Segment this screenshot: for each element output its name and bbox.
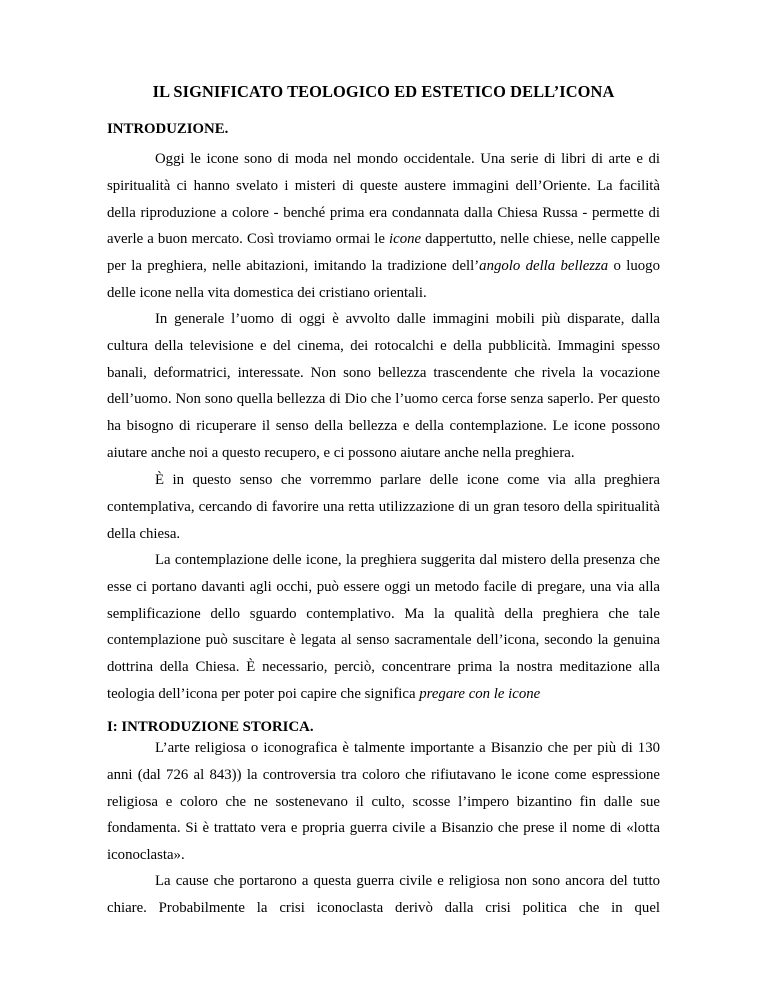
paragraph-2: In generale l’uomo di oggi è avvolto dalle immagini mobili più disparate, dalla cultura della televisione e del cinema, dei rotocalchi e della pubblicità. Immagini spesso banali, deformatrici, interessate. Non sono bellezza trascendente che rivela la vocazione dell’uomo. Non sono quella bellezza di Dio che l’uomo cerca forse senza saperlo. Per questo ha bisogno di ricuperare il senso della bellezza e della contemplazione. Le icone possono aiutare anche noi a questo recupero, e ci possono aiutare anche nella preghiera. (107, 311, 660, 461)
paragraph-3: È in questo senso che vorremmo parlare delle icone come via alla preghiera contemplativa, cercando di favorire una retta utilizzazione di un gran tesoro della spiritualità della chiesa. (107, 472, 660, 542)
section-heading-introduzione-storica: I: INTRODUZIONE STORICA. (107, 719, 314, 735)
paragraph-1 (107, 146, 660, 307)
paragraph-6: La cause che portarono a questa guerra civile e religiosa non sono ancora del tutto chiare. Probabilmente la crisi iconoclasta derivò dalla crisi politica che in quel (107, 873, 660, 916)
paragraph-4-emphasis-pregare: pregare con le icone (419, 685, 541, 702)
paragraph-5: L’arte religiosa o iconografica è talmente importante a Bisanzio che per più di 130 anni (dal 726 al 843)) la controversia tra coloro che rifiutavano le icone come espressione religiosa e coloro che ne sostenevano il culto, scosse l’impero bizantino fin dalle sue fondamenta. Si è trattato vera e propria guerra civile a Bisanzio che prese il nome di «lotta iconoclasta». (107, 740, 660, 863)
paragraph-1-emphasis-angolo: angolo della bellezza (479, 258, 609, 274)
paragraph-1-text-c: o luogo delle icone nella vita domestica dei cristiano orientali. (107, 258, 660, 301)
section-heading-introduzione: INTRODUZIONE. (107, 121, 229, 137)
document-title: IL SIGNIFICATO TEOLOGICO ED ESTETICO DELL’ICONA (152, 82, 615, 101)
paragraph-1-text-a: Oggi le icone sono di moda nel mondo occidentale. Una serie di libri di arte e di spiritualità ci hanno svelato i misteri di queste austere immagini dell’Oriente. La facilità della riproduzione a colore - benché prima era condannata dalla Chiesa Russa - permette di averle a buon mercato. Così troviamo ormai le (107, 151, 660, 248)
paragraph-1-text-b: dappertutto, nelle chiese, nelle cappelle per la preghiera, nelle abitazioni, imitando la tradizione dell’ (107, 231, 660, 274)
paragraph-4-text: La contemplazione delle icone, la preghiera suggerita dal mistero della presenza che esse ci portano davanti agli occhi, può essere oggi un metodo facile di pregare, una via alla semplificazione dello sguardo contemplativo. Ma la qualità della preghiera che tale contemplazione può suscitare è legata al senso sacramentale dell’icona, secondo la genuina dottrina della Chiesa. È necessario, perciò, concentrare prima la nostra meditazione alla teologia dell’icona per poter poi capire che significa (107, 552, 660, 702)
paragraph-4 (107, 547, 660, 708)
paragraph-1-emphasis-icone: icone (389, 231, 422, 248)
